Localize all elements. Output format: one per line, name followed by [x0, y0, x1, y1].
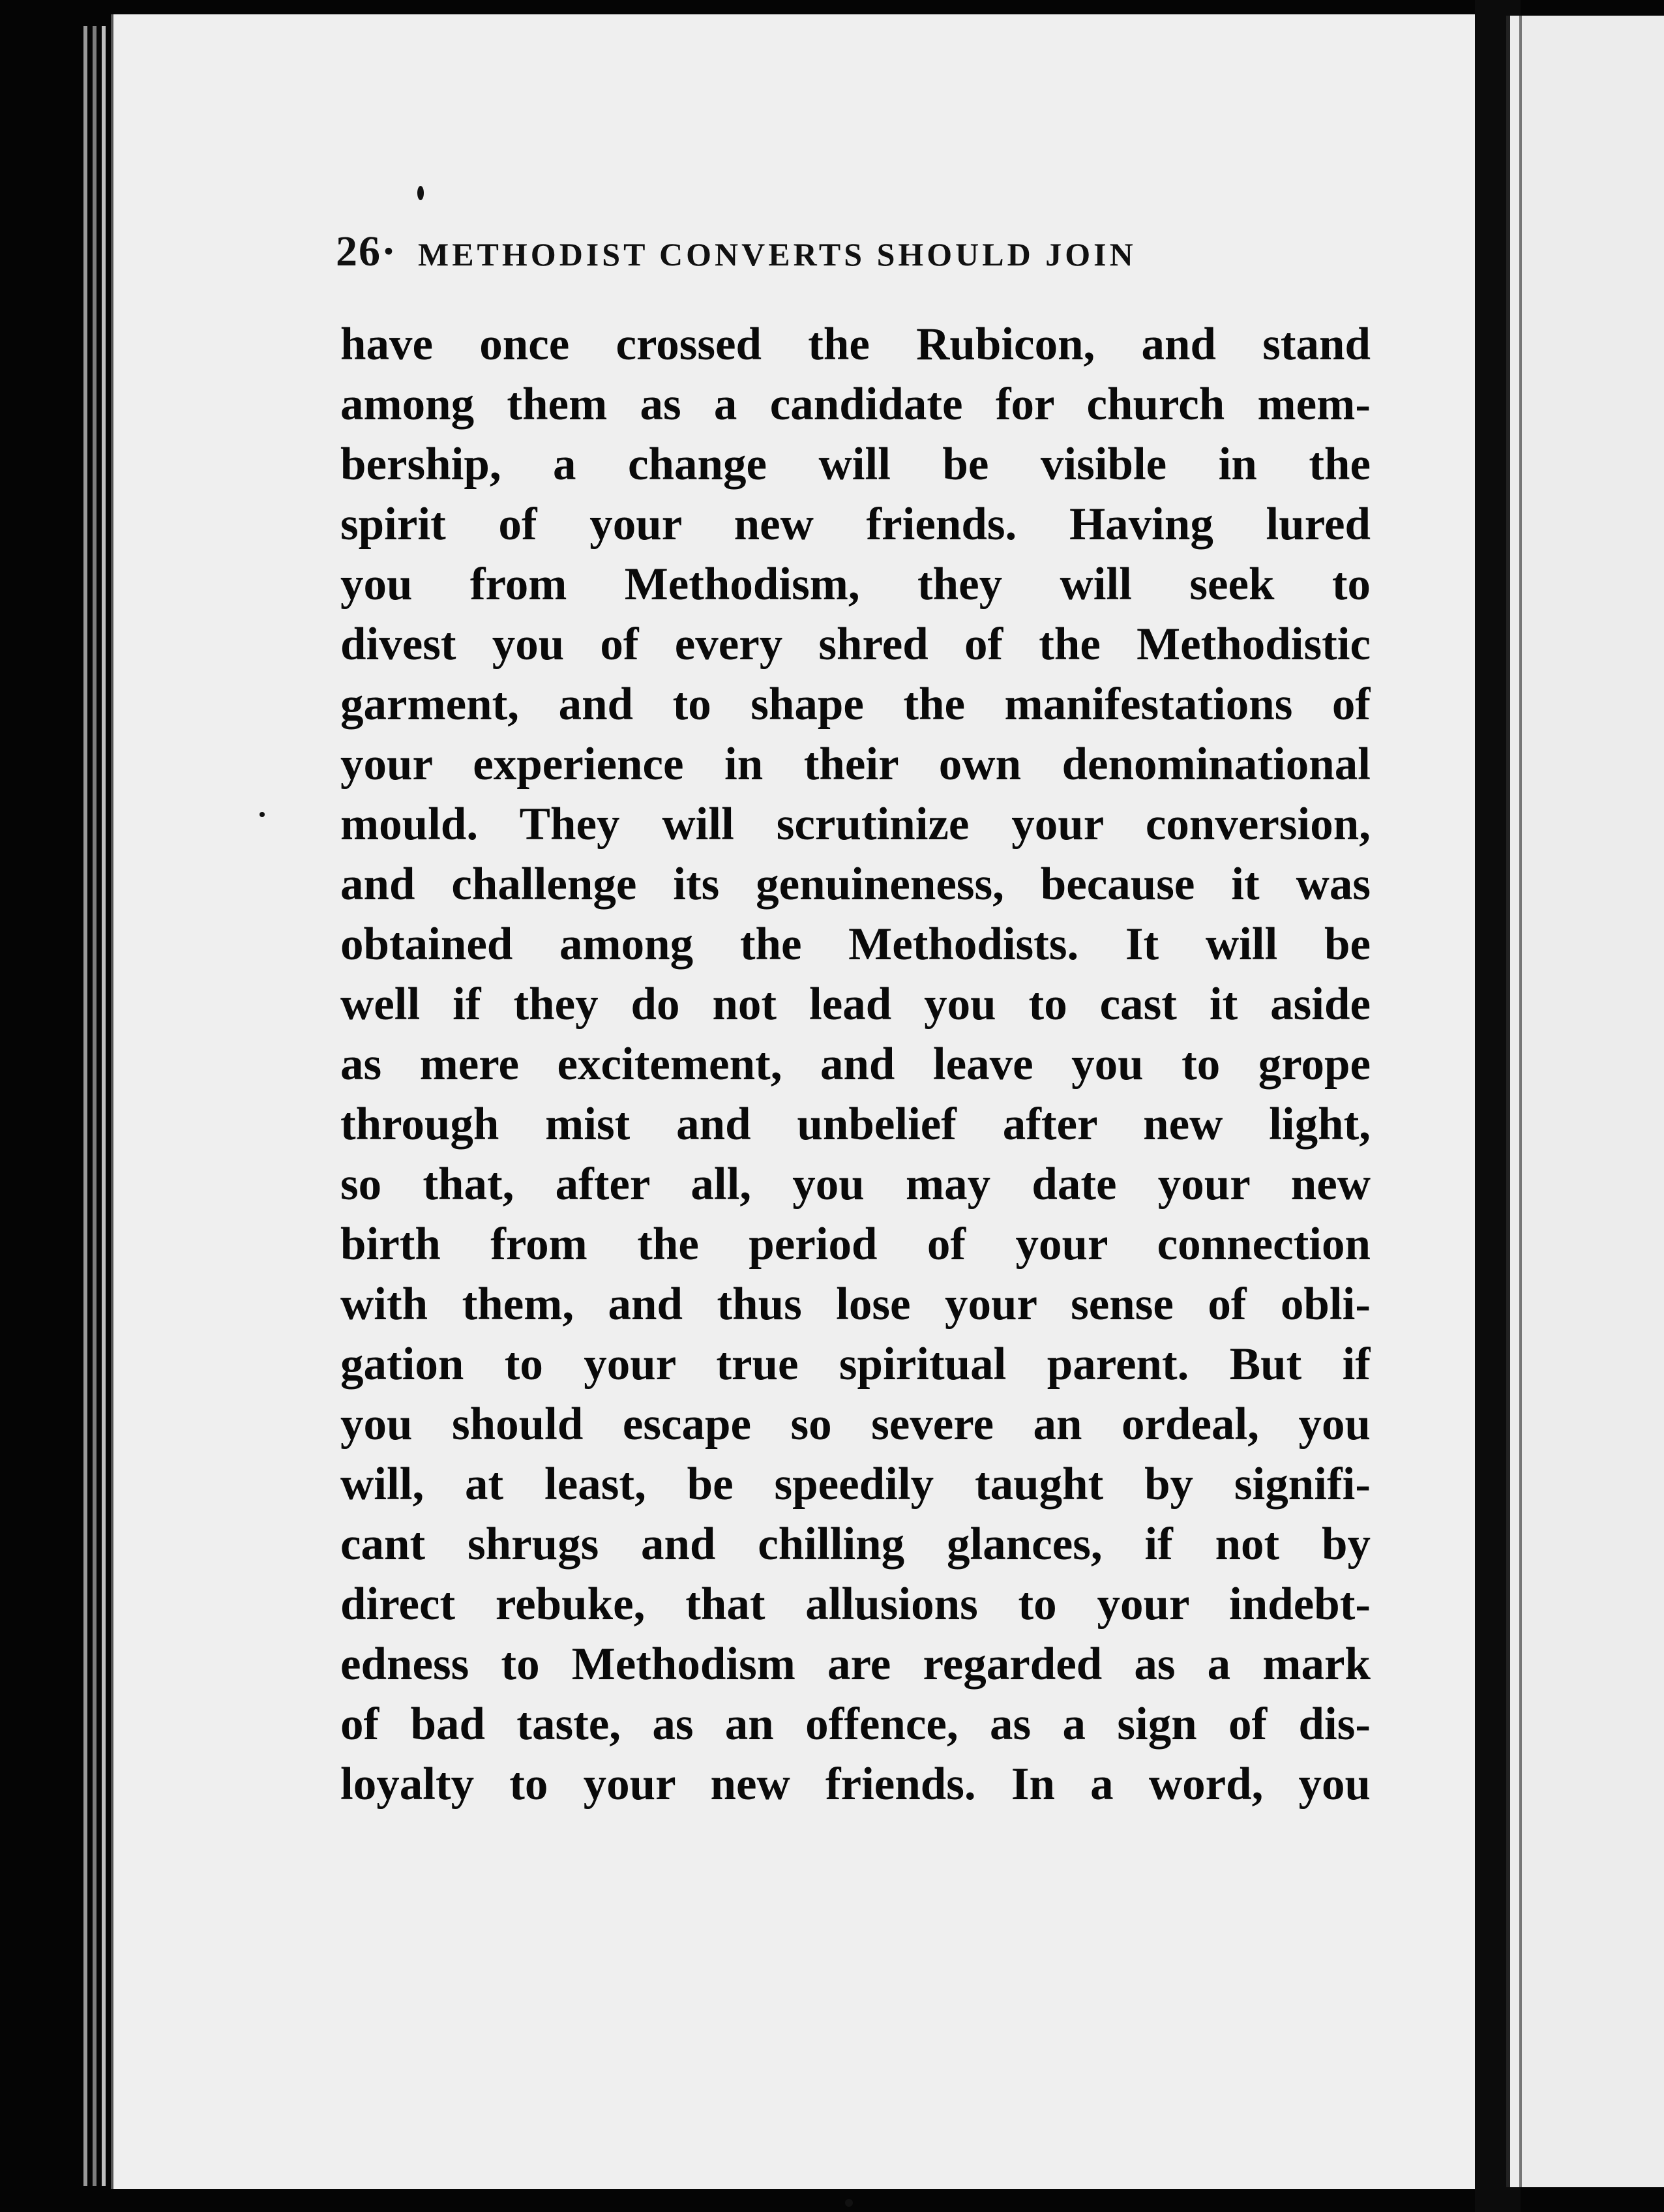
text-line: you should escape so severe an ordeal, you [340, 1399, 1371, 1450]
page-stack-edge [83, 26, 87, 2186]
body-text [340, 314, 1371, 1814]
text-line: mould. They will scrutinize your conversion, [340, 799, 1371, 850]
text-line: and challenge its genuineness, because it was [340, 859, 1371, 910]
text-line: cant shrugs and chilling glances, if not by [340, 1519, 1371, 1570]
text-line: obtained among the Methodists. It will be [340, 919, 1371, 970]
text-line: loyalty to your new friends. In a word, you [340, 1759, 1371, 1810]
page-stack-edge [102, 26, 106, 2186]
text-line: garment, and to shape the manifestations of [340, 679, 1371, 730]
text-line: your experience in their own denominational [340, 739, 1371, 790]
text-line: of bad taste, as an offence, as a sign of dis- [340, 1699, 1371, 1750]
running-head [336, 227, 1353, 286]
page-number: 26· [336, 228, 398, 275]
text-line: birth from the period of your connection [340, 1219, 1371, 1270]
text-line: have once crossed the Rubicon, and stand [340, 319, 1371, 370]
text-line: will, at least, be speedily taught by signifi- [340, 1459, 1371, 1510]
facing-page-rule [1519, 16, 1522, 2187]
page-stack-edge [93, 26, 97, 2186]
facing-page-edge [1506, 16, 1664, 2187]
text-line: gation to your true spiritual parent. But if [340, 1339, 1371, 1390]
scan-speck [260, 812, 265, 817]
text-line: with them, and thus lose your sense of obli- [340, 1279, 1371, 1330]
text-line: spirit of your new friends. Having lured [340, 499, 1371, 550]
text-line: so that, after all, you may date your new [340, 1159, 1371, 1210]
text-line: direct rebuke, that allusions to your indebt- [340, 1579, 1371, 1630]
running-head-title: METHODIST CONVERTS SHOULD JOIN [418, 236, 1137, 273]
text-line: well if they do not lead you to cast it aside [340, 979, 1371, 1030]
text-line: through mist and unbelief after new light, [340, 1099, 1371, 1150]
text-line: as mere excitement, and leave you to grope [340, 1039, 1371, 1090]
scan-speck [845, 2199, 853, 2207]
text-line: divest you of every shred of the Methodistic [340, 619, 1371, 670]
text-line: bership, a change will be visible in the [340, 439, 1371, 490]
text-line: edness to Methodism are regarded as a mark [340, 1639, 1371, 1690]
scan-speck [417, 186, 424, 200]
text-line: among them as a candidate for church mem- [340, 379, 1371, 430]
text-line: you from Methodism, they will seek to [340, 559, 1371, 610]
